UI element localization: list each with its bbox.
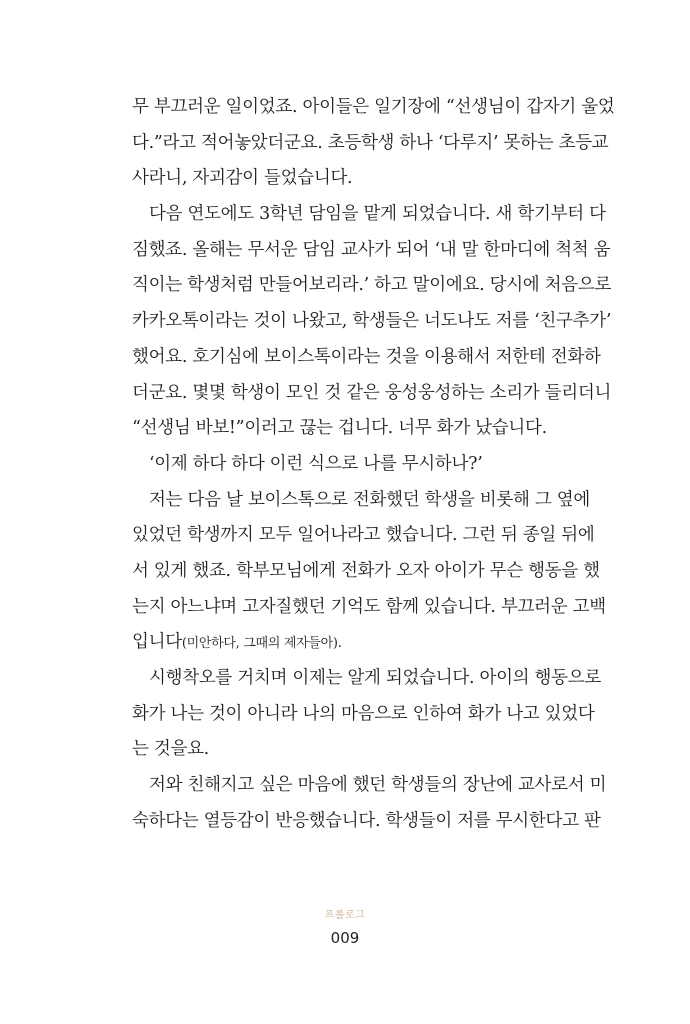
text-line: 시행착오를 거치며 이제는 알게 되었습니다. 아이의 행동으로 [149,668,601,688]
text-main: 입니다 [132,632,182,653]
text-line: ‘이제 하다 하다 이런 식으로 나를 무시하나?’ [149,453,483,474]
text-line: 직이는 학생처럼 만들어보리라.’ 하고 말이에요. 당시에 처음으로 [132,275,612,296]
text-line: “선생님 바보!”이러고 끊는 겁니다. 너무 화가 났습니다. [132,418,547,439]
body-text [132,90,615,839]
text-line: 숙하다는 열등감이 반응했습니다. 학생들이 저를 무시한다고 판 [132,810,601,831]
text-line: 는 것을요. [132,739,209,760]
text-line: 다.”라고 적어놓았더군요. 초등학생 하나 ‘다루지’ 못하는 초등교 [132,132,609,153]
aside-text: (미안하다, 그때의 제자들아). [181,636,342,652]
text-line: 저와 친해지고 싶은 마음에 했던 학생들의 장난에 교사로서 미 [149,775,607,796]
page-number: 009 [330,929,360,947]
text-line-with-aside [132,625,590,661]
text-line: 있었던 학생까지 모두 일어나라고 했습니다. 그런 뒤 종일 뒤에 [132,525,595,546]
text-line: 짐했죠. 올해는 무서운 담임 교사가 되어 ‘내 말 한마디에 척척 움 [132,239,611,260]
text-line: 더군요. 몇몇 학생이 모인 것 같은 웅성웅성하는 소리가 들리더니 [132,382,612,403]
text-line: 사라니, 자괴감이 들었습니다. [132,168,353,189]
text-line: 카카오톡이라는 것이 나왔고, 학생들은 너도나도 저를 ‘친구추가’ [132,311,612,332]
text-line: 저는 다음 날 보이스톡으로 전화했던 학생을 비롯해 그 옆에 [149,489,590,510]
running-footer-section-title: 프롤로그 [324,910,366,921]
text-line: 서 있게 했죠. 학부모님에게 전화가 오자 아이가 무슨 행동을 했 [132,560,600,581]
text-line: 했어요. 호기심에 보이스톡이라는 것을 이용해서 저한테 전화하 [132,346,601,367]
text-line: 무 부끄러운 일이었죠. 아이들은 일기장에 “선생님이 갑자기 울었 [132,97,615,117]
text-line: 는지 아느냐며 고자질했던 기억도 함께 있습니다. 부끄러운 고백 [132,596,606,617]
text-line: 화가 나는 것이 아니라 나의 마음으로 인하여 화가 나고 있었다 [132,703,595,724]
text-line: 다음 연도에도 3학년 담임을 맡게 되었습니다. 새 학기부터 다 [149,204,606,225]
